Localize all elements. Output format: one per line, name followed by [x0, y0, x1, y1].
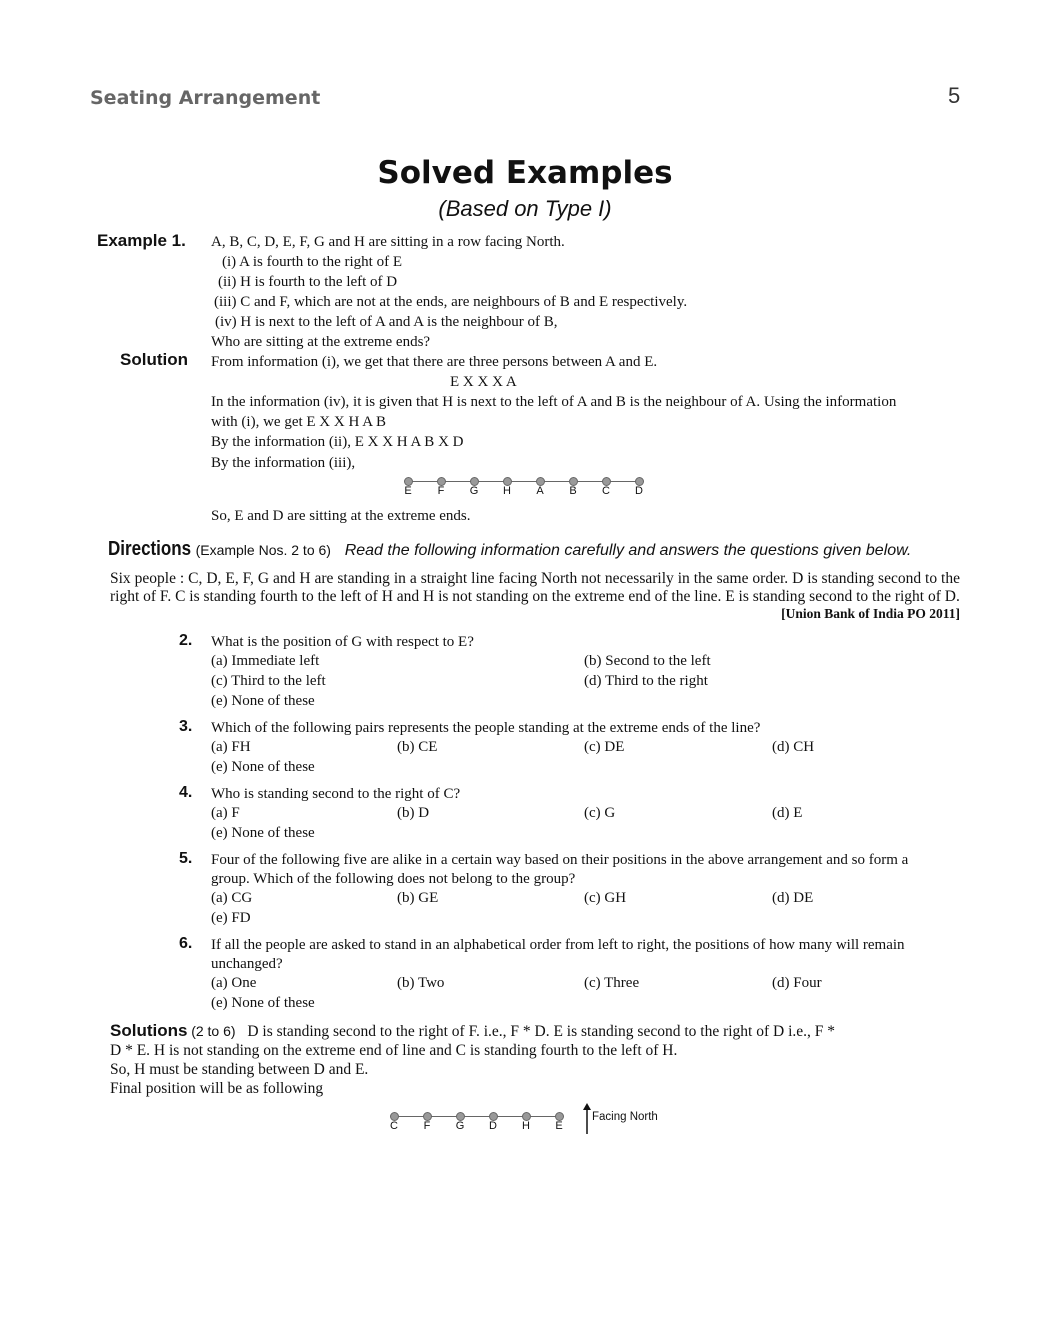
condition-iv: (iv) H is next to the left of A and A is the neighbour of B, [215, 314, 558, 330]
seat-label: C [390, 1120, 398, 1132]
seat-label: D [635, 485, 643, 497]
answer-option: (a) CG [211, 890, 253, 906]
answer-option: (e) FD [211, 910, 251, 926]
question-text: Which of the following pairs represents the people standing at the extreme ends of the line? [211, 720, 761, 736]
question-number: 4. [179, 784, 193, 801]
solution-line: From information (i), we get that there are three persons between A and E. [211, 354, 658, 370]
solution-line: By the information (ii), E X X H A B X D [211, 434, 464, 450]
answer-option: (e) None of these [211, 759, 315, 775]
condition-ii: (ii) H is fourth to the left of D [218, 274, 398, 290]
question-text: unchanged? [211, 956, 283, 972]
question-text: If all the people are asked to stand in an alphabetical order from left to right, the positions of how many will remain [211, 937, 905, 953]
answer-option: (c) Third to the left [211, 673, 326, 689]
answer-option: (a) F [211, 805, 240, 821]
condition-i: (i) A is fourth to the right of E [222, 254, 402, 270]
answer-option: (b) Second to the left [584, 653, 711, 669]
answer-option: (a) Immediate left [211, 653, 320, 669]
solution-conclusion: So, E and D are sitting at the extreme ends. [211, 508, 471, 524]
seat-label: F [423, 1120, 431, 1132]
seat-label: B [569, 485, 577, 497]
condition-iii: (iii) C and F, which are not at the ends, are neighbours of B and E respectively. [214, 294, 688, 310]
directions-label: Directions [108, 538, 192, 560]
seat-label: D [489, 1120, 497, 1132]
directions-text [110, 570, 960, 623]
directions-heading [108, 540, 911, 560]
solution-label: Solution [120, 350, 188, 369]
question-number: 2. [179, 632, 193, 649]
answer-option: (e) None of these [211, 693, 315, 709]
answer-option: (d) E [772, 805, 803, 821]
solutions-range: (2 to 6) [191, 1023, 236, 1039]
solution-line: with (i), we get E X X H A B [211, 414, 386, 430]
example-label: Example 1. [97, 231, 186, 250]
page-number: 5 [948, 83, 961, 108]
seat-label: E [555, 1120, 563, 1132]
answer-option: (b) GE [397, 890, 439, 906]
answer-option: (b) D [397, 805, 430, 821]
question-text: What is the position of G with respect to E? [211, 634, 474, 650]
solution-line: In the information (iv), it is given that H is next to the left of A and B is the neighbour of A. Using the information [211, 394, 897, 410]
question-number: 5. [179, 850, 193, 867]
source-citation: [Union Bank of India PO 2011] [781, 606, 960, 621]
answer-option: (c) G [584, 805, 616, 821]
question-text: Four of the following five are alike in a certain way based on their positions in the above arrangement and so form a [211, 852, 909, 868]
answer-option: (a) FH [211, 739, 251, 755]
solutions-line: So, H must be standing between D and E. [110, 1061, 369, 1078]
solutions-heading [110, 1022, 835, 1041]
answer-option: (a) One [211, 975, 257, 991]
answer-option: (e) None of these [211, 825, 315, 841]
seat-label: A [536, 485, 544, 497]
page-subtitle: (Based on Type I) [438, 196, 612, 221]
seat-line [394, 1116, 559, 1117]
section-header: Seating Arrangement [90, 87, 321, 109]
question-text: Who is standing second to the right of C? [211, 786, 461, 802]
solutions-line: D * E. H is not standing on the extreme end of line and C is standing fourth to the left of H. [110, 1042, 678, 1059]
directions-body: Six people : C, D, E, F, G and H are standing in a straight line facing North not necessarily in the same order. D is standing second to the right of F. C is standing fourth to the left of H and H is not standing on the extreme end of the line. E is standing second to the right of D. [110, 570, 960, 605]
answer-option: (d) CH [772, 739, 815, 755]
answer-option: (c) GH [584, 890, 627, 906]
answer-option: (d) Third to the right [584, 673, 708, 689]
seat-label: H [503, 485, 511, 497]
seat-label: E [404, 485, 412, 497]
answer-option: (e) None of these [211, 995, 315, 1011]
answer-option: (d) DE [772, 890, 814, 906]
question-number: 3. [179, 718, 193, 735]
answer-option: (c) Three [584, 975, 640, 991]
answer-option: (b) CE [397, 739, 438, 755]
seat-label: G [455, 1120, 465, 1132]
answer-option: (b) Two [397, 975, 445, 991]
solution-line: E X X X A [450, 374, 517, 390]
solutions-line: D is standing second to the right of F. i.e., F * D. E is standing second to the right of D i.e., F * [247, 1023, 836, 1040]
north-arrow-icon [582, 1103, 592, 1140]
example-text: A, B, C, D, E, F, G and H are sitting in a row facing North. [211, 234, 565, 250]
facing-north-label: Facing North [592, 1111, 658, 1123]
example-question: Who are sitting at the extreme ends? [211, 334, 431, 350]
question-text: group. Which of the following does not belong to the group? [211, 871, 576, 887]
solution-line: By the information (iii), [211, 455, 356, 471]
directions-range: (Example Nos. 2 to 6) [195, 542, 331, 558]
seat-label: C [602, 485, 610, 497]
seat-label: H [522, 1120, 530, 1132]
seat-label: F [437, 485, 445, 497]
solutions-line: Final position will be as following [110, 1080, 324, 1097]
answer-option: (c) DE [584, 739, 625, 755]
answer-option: (d) Four [772, 975, 822, 991]
directions-instruction: Read the following information carefully and answers the questions given below. [344, 542, 912, 559]
solutions-label: Solutions [110, 1021, 188, 1040]
seat-label: G [469, 485, 479, 497]
page-title: Solved Examples [377, 155, 673, 191]
question-number: 6. [179, 935, 193, 952]
